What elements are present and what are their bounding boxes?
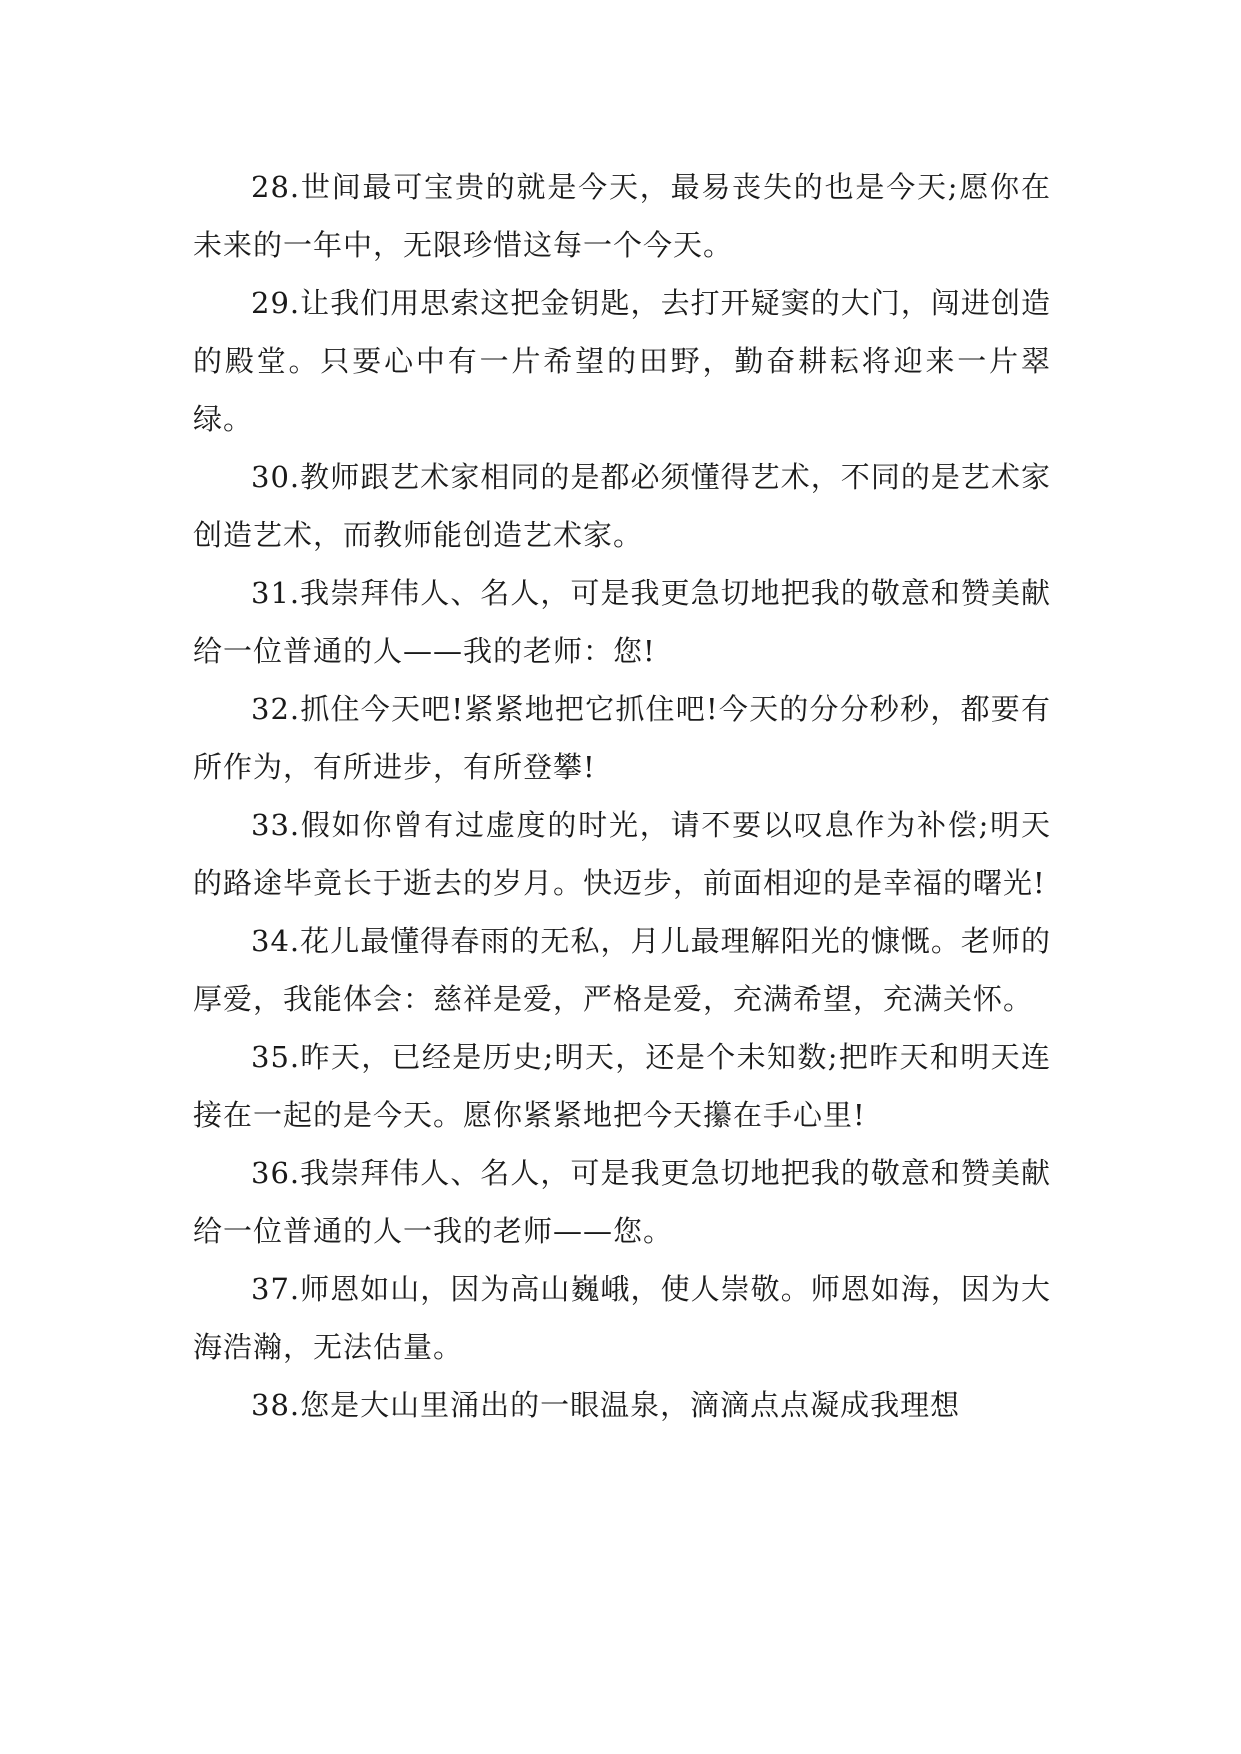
- paragraph-31: 31.我崇拜伟人、名人，可是我更急切地把我的敬意和赞美献给一位普通的人——我的老师：您!: [193, 576, 1051, 668]
- paragraph-34: 34.花儿最懂得春雨的无私，月儿最理解阳光的慷慨。老师的厚爱，我能体会：慈祥是爱，严格是爱，充满希望，充满关怀。: [193, 924, 1051, 1016]
- paragraph-36: 36.我崇拜伟人、名人，可是我更急切地把我的敬意和赞美献给一位普通的人一我的老师——您。: [193, 1156, 1051, 1248]
- paragraph-37: 37.师恩如山，因为高山巍峨，使人崇敬。师恩如海，因为大海浩瀚，无法估量。: [193, 1272, 1051, 1364]
- paragraph-29: 29.让我们用思索这把金钥匙，去打开疑窦的大门，闯进创造的殿堂。只要心中有一片希望的田野，勤奋耕耘将迎来一片翠绿。: [193, 286, 1051, 436]
- document-body: [193, 158, 1051, 1434]
- paragraph-35: 35.昨天，已经是历史;明天，还是个未知数;把昨天和明天连接在一起的是今天。愿你紧紧地把今天攥在手心里!: [193, 1040, 1051, 1132]
- paragraph-33: 33.假如你曾有过虚度的时光，请不要以叹息作为补偿;明天的路途毕竟长于逝去的岁月。快迈步，前面相迎的是幸福的曙光!: [193, 808, 1051, 900]
- paragraph-38: 38.您是大山里涌出的一眼温泉，滴滴点点凝成我理想: [251, 1388, 961, 1422]
- paragraph-30: 30.教师跟艺术家相同的是都必须懂得艺术，不同的是艺术家创造艺术，而教师能创造艺术家。: [193, 460, 1051, 552]
- paragraph-32: 32.抓住今天吧!紧紧地把它抓住吧!今天的分分秒秒，都要有所作为，有所进步，有所登攀!: [193, 692, 1051, 784]
- paragraph-28: 28.世间最可宝贵的就是今天，最易丧失的也是今天;愿你在未来的一年中，无限珍惜这每一个今天。: [193, 170, 1051, 262]
